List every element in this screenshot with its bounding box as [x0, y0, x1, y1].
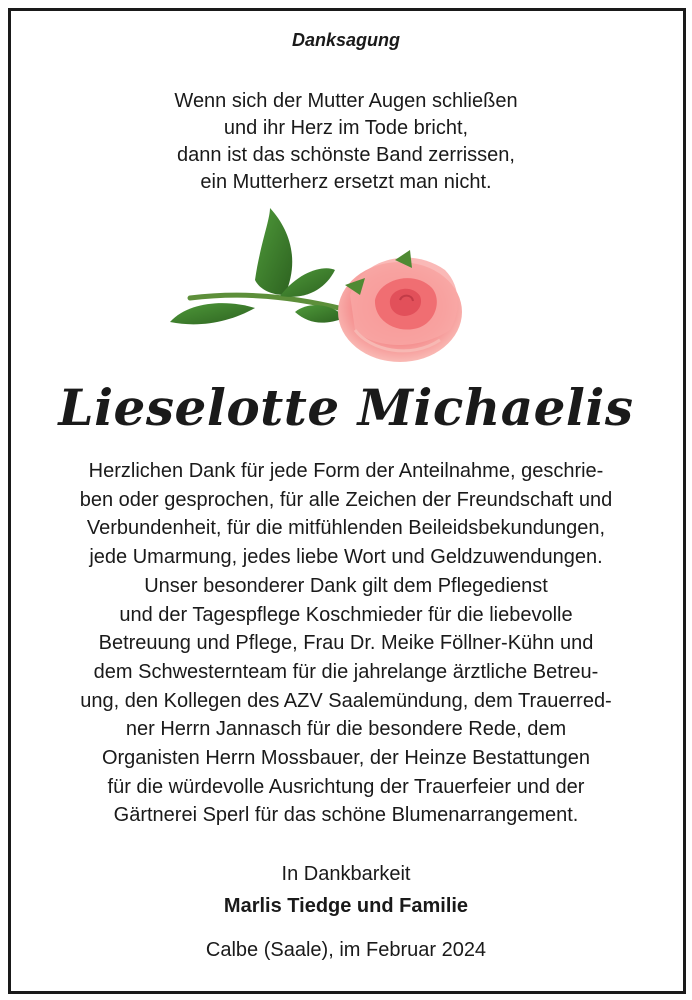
closing-line: In Dankbarkeit	[281, 863, 411, 885]
text-line: Gärtnerei Sperl für das schöne Blumenarrangement.	[113, 804, 579, 827]
deceased-name: Lieselotte Michaelis	[58, 378, 634, 437]
text-line: Unser besonderer Dank gilt dem Pflegedienst	[144, 574, 548, 597]
text-line: Herzlichen Dank für jede Form der Anteilnahme, geschrie-	[88, 460, 604, 482]
closing	[0, 858, 692, 922]
poem-line: ein Mutterherz ersetzt man nicht.	[200, 171, 492, 193]
poem-line: dann ist das schönste Band zerrissen,	[177, 144, 515, 166]
text-line: dem Schwesternteam für die jahrelange ärztliche Betreu-	[93, 660, 599, 683]
text-line: Organisten Herrn Mossbauer, der Heinze Bestattungen	[101, 747, 591, 770]
text-line: ung, den Kollegen des AZV Saalemündung, dem Trauerred-	[80, 689, 612, 712]
thanks-text	[0, 457, 692, 830]
text-line: und der Tagespflege Koschmieder für die liebevolle	[119, 603, 573, 626]
place-date: Calbe (Saale), im Februar 2024	[205, 939, 487, 961]
poem-line: und ihr Herz im Tode bricht,	[223, 117, 469, 139]
text-line: ner Herrn Jannasch für die besondere Rede, dem	[125, 718, 567, 741]
text-line: jede Umarmung, jedes liebe Wort und Geldzuwendungen.	[89, 546, 603, 569]
text-line: ben oder gesprochen, für alle Zeichen der Freundschaft und	[79, 488, 613, 511]
rose-icon	[160, 200, 490, 370]
text-line: Betreuung und Pflege, Frau Dr. Meike Föllner-Kühn und	[98, 632, 594, 655]
text-line: Verbundenheit, für die mitfühlenden Beileidsbekundungen,	[86, 517, 606, 540]
notice-heading: Danksagung	[291, 30, 401, 50]
text-line: für die würdevolle Ausrichtung der Trauerfeier und der	[107, 775, 585, 798]
signer: Marlis Tiedge und Familie	[223, 895, 469, 917]
poem-line: Wenn sich der Mutter Augen schließen	[174, 90, 518, 112]
poem	[0, 88, 692, 196]
